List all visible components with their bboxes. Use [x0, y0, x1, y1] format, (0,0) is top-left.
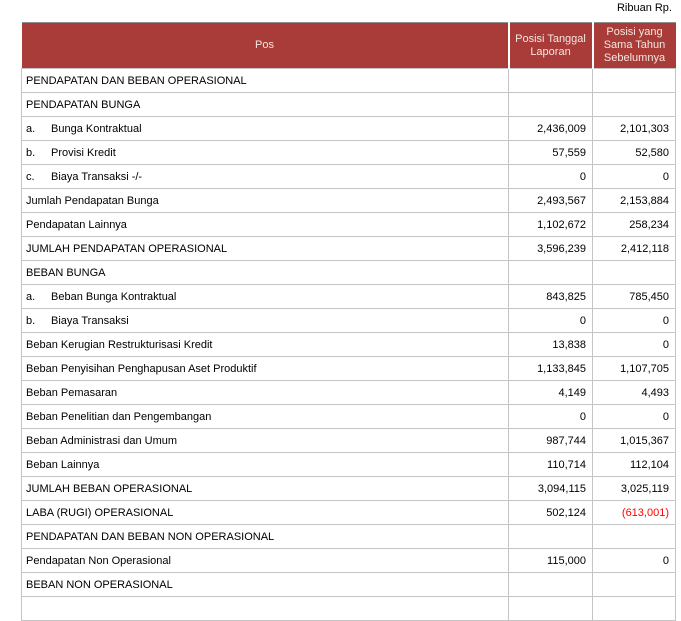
table-row [22, 309, 676, 333]
row-label: BEBAN BUNGA [26, 266, 106, 279]
row-pos-cell [22, 405, 509, 429]
row-label: Beban Administrasi dan Umum [26, 434, 178, 447]
row-current-value: 3,094,115 [509, 477, 593, 501]
row-previous-value [593, 597, 676, 621]
table-row [22, 93, 676, 117]
row-label: Bunga Kontraktual [51, 122, 142, 135]
row-previous-value: 0 [593, 405, 676, 429]
row-current-value [509, 93, 593, 117]
row-current-value [509, 69, 593, 93]
row-previous-value [593, 525, 676, 549]
table-row [22, 141, 676, 165]
row-label: Beban Pemasaran [26, 386, 118, 399]
row-previous-value: 112,104 [593, 453, 676, 477]
row-current-value: 0 [509, 309, 593, 333]
row-previous-value: 0 [593, 309, 676, 333]
row-pos-cell [22, 93, 509, 117]
row-previous-value [593, 69, 676, 93]
row-current-value: 2,493,567 [509, 189, 593, 213]
row-pos-cell [22, 333, 509, 357]
table-row [22, 501, 676, 525]
column-header-pos: Pos [22, 23, 509, 69]
row-pos-cell [22, 453, 509, 477]
row-previous-value: 0 [593, 333, 676, 357]
row-current-value: 110,714 [509, 453, 593, 477]
row-current-value: 502,124 [509, 501, 593, 525]
column-header-previous-period: Posisi yang Sama Tahun Sebelumnya [593, 23, 676, 69]
row-label: Beban Kerugian Restrukturisasi Kredit [26, 338, 213, 351]
row-previous-value: (613,001) [593, 501, 676, 525]
row-previous-value: 785,450 [593, 285, 676, 309]
row-item-letter: a. [26, 290, 36, 303]
row-pos-cell [22, 117, 509, 141]
row-label: BEBAN NON OPERASIONAL [26, 578, 173, 591]
row-label: Pendapatan Lainnya [26, 218, 127, 231]
row-current-value: 57,559 [509, 141, 593, 165]
row-previous-value: 0 [593, 549, 676, 573]
row-item-letter: b. [26, 314, 36, 327]
row-current-value: 843,825 [509, 285, 593, 309]
column-header-current-period: Posisi Tanggal Laporan [509, 23, 593, 69]
row-label: Beban Penyisihan Penghapusan Aset Produktif [26, 362, 257, 375]
row-pos-cell [22, 237, 509, 261]
table-row [22, 573, 676, 597]
row-current-value: 0 [509, 165, 593, 189]
row-pos-cell [22, 309, 509, 333]
table-header [22, 23, 676, 69]
row-item-letter: a. [26, 122, 36, 135]
row-pos-cell [22, 261, 509, 285]
row-label: Biaya Transaksi -/- [51, 170, 143, 183]
table-row [22, 285, 676, 309]
row-previous-value [593, 261, 676, 285]
table-row [22, 237, 676, 261]
income-statement-table [21, 22, 676, 621]
row-label: PENDAPATAN BUNGA [26, 98, 141, 111]
row-current-value [509, 597, 593, 621]
row-pos-cell [22, 573, 509, 597]
row-label: Beban Penelitian dan Pengembangan [26, 410, 212, 423]
table-row [22, 333, 676, 357]
row-previous-value: 0 [593, 165, 676, 189]
row-previous-value: 258,234 [593, 213, 676, 237]
table-row [22, 453, 676, 477]
table-row [22, 549, 676, 573]
row-previous-value [593, 93, 676, 117]
row-current-value: 0 [509, 405, 593, 429]
row-label: LABA (RUGI) OPERASIONAL [26, 506, 174, 519]
table-row [22, 69, 676, 93]
row-label: Biaya Transaksi [51, 314, 129, 327]
row-previous-value: 2,153,884 [593, 189, 676, 213]
row-current-value: 13,838 [509, 333, 593, 357]
row-label: JUMLAH BEBAN OPERASIONAL [26, 482, 193, 495]
row-current-value [509, 261, 593, 285]
row-previous-value: 1,107,705 [593, 357, 676, 381]
table-body [22, 69, 676, 621]
row-label: PENDAPATAN DAN BEBAN OPERASIONAL [26, 74, 247, 87]
row-pos-cell [22, 165, 509, 189]
row-current-value: 3,596,239 [509, 237, 593, 261]
row-label: PENDAPATAN DAN BEBAN NON OPERASIONAL [26, 530, 275, 543]
row-pos-cell [22, 69, 509, 93]
row-item-letter: b. [26, 146, 36, 159]
row-label: Beban Lainnya [26, 458, 100, 471]
row-pos-cell [22, 429, 509, 453]
row-label: Provisi Kredit [51, 146, 116, 159]
row-item-letter: c. [26, 170, 35, 183]
row-previous-value [593, 573, 676, 597]
row-label: Jumlah Pendapatan Bunga [26, 194, 159, 207]
table-row [22, 597, 676, 621]
row-current-value: 987,744 [509, 429, 593, 453]
table-row [22, 477, 676, 501]
table-row [22, 525, 676, 549]
row-previous-value: 1,015,367 [593, 429, 676, 453]
table-row [22, 165, 676, 189]
row-current-value: 2,436,009 [509, 117, 593, 141]
row-current-value: 4,149 [509, 381, 593, 405]
row-label: Pendapatan Non Operasional [26, 554, 171, 567]
row-pos-cell [22, 549, 509, 573]
row-current-value [509, 573, 593, 597]
row-previous-value: 2,412,118 [593, 237, 676, 261]
row-label: JUMLAH PENDAPATAN OPERASIONAL [26, 242, 228, 255]
table-row [22, 405, 676, 429]
table-row [22, 357, 676, 381]
header-row [22, 23, 676, 69]
table-row [22, 429, 676, 453]
row-pos-cell [22, 597, 509, 621]
row-current-value: 115,000 [509, 549, 593, 573]
table-row [22, 261, 676, 285]
row-pos-cell [22, 381, 509, 405]
table-row [22, 117, 676, 141]
table-row [22, 213, 676, 237]
row-pos-cell [22, 189, 509, 213]
row-current-value: 1,133,845 [509, 357, 593, 381]
currency-unit-note: Ribuan Rp. [616, 2, 672, 14]
row-previous-value: 4,493 [593, 381, 676, 405]
row-pos-cell [22, 501, 509, 525]
row-previous-value: 2,101,303 [593, 117, 676, 141]
table-row [22, 381, 676, 405]
row-current-value: 1,102,672 [509, 213, 593, 237]
row-pos-cell [22, 525, 509, 549]
row-previous-value: 3,025,119 [593, 477, 676, 501]
table-row [22, 189, 676, 213]
row-pos-cell [22, 357, 509, 381]
row-label: Beban Bunga Kontraktual [51, 290, 177, 303]
row-pos-cell [22, 285, 509, 309]
row-pos-cell [22, 213, 509, 237]
row-pos-cell [22, 477, 509, 501]
row-current-value [509, 525, 593, 549]
row-pos-cell [22, 141, 509, 165]
row-previous-value: 52,580 [593, 141, 676, 165]
